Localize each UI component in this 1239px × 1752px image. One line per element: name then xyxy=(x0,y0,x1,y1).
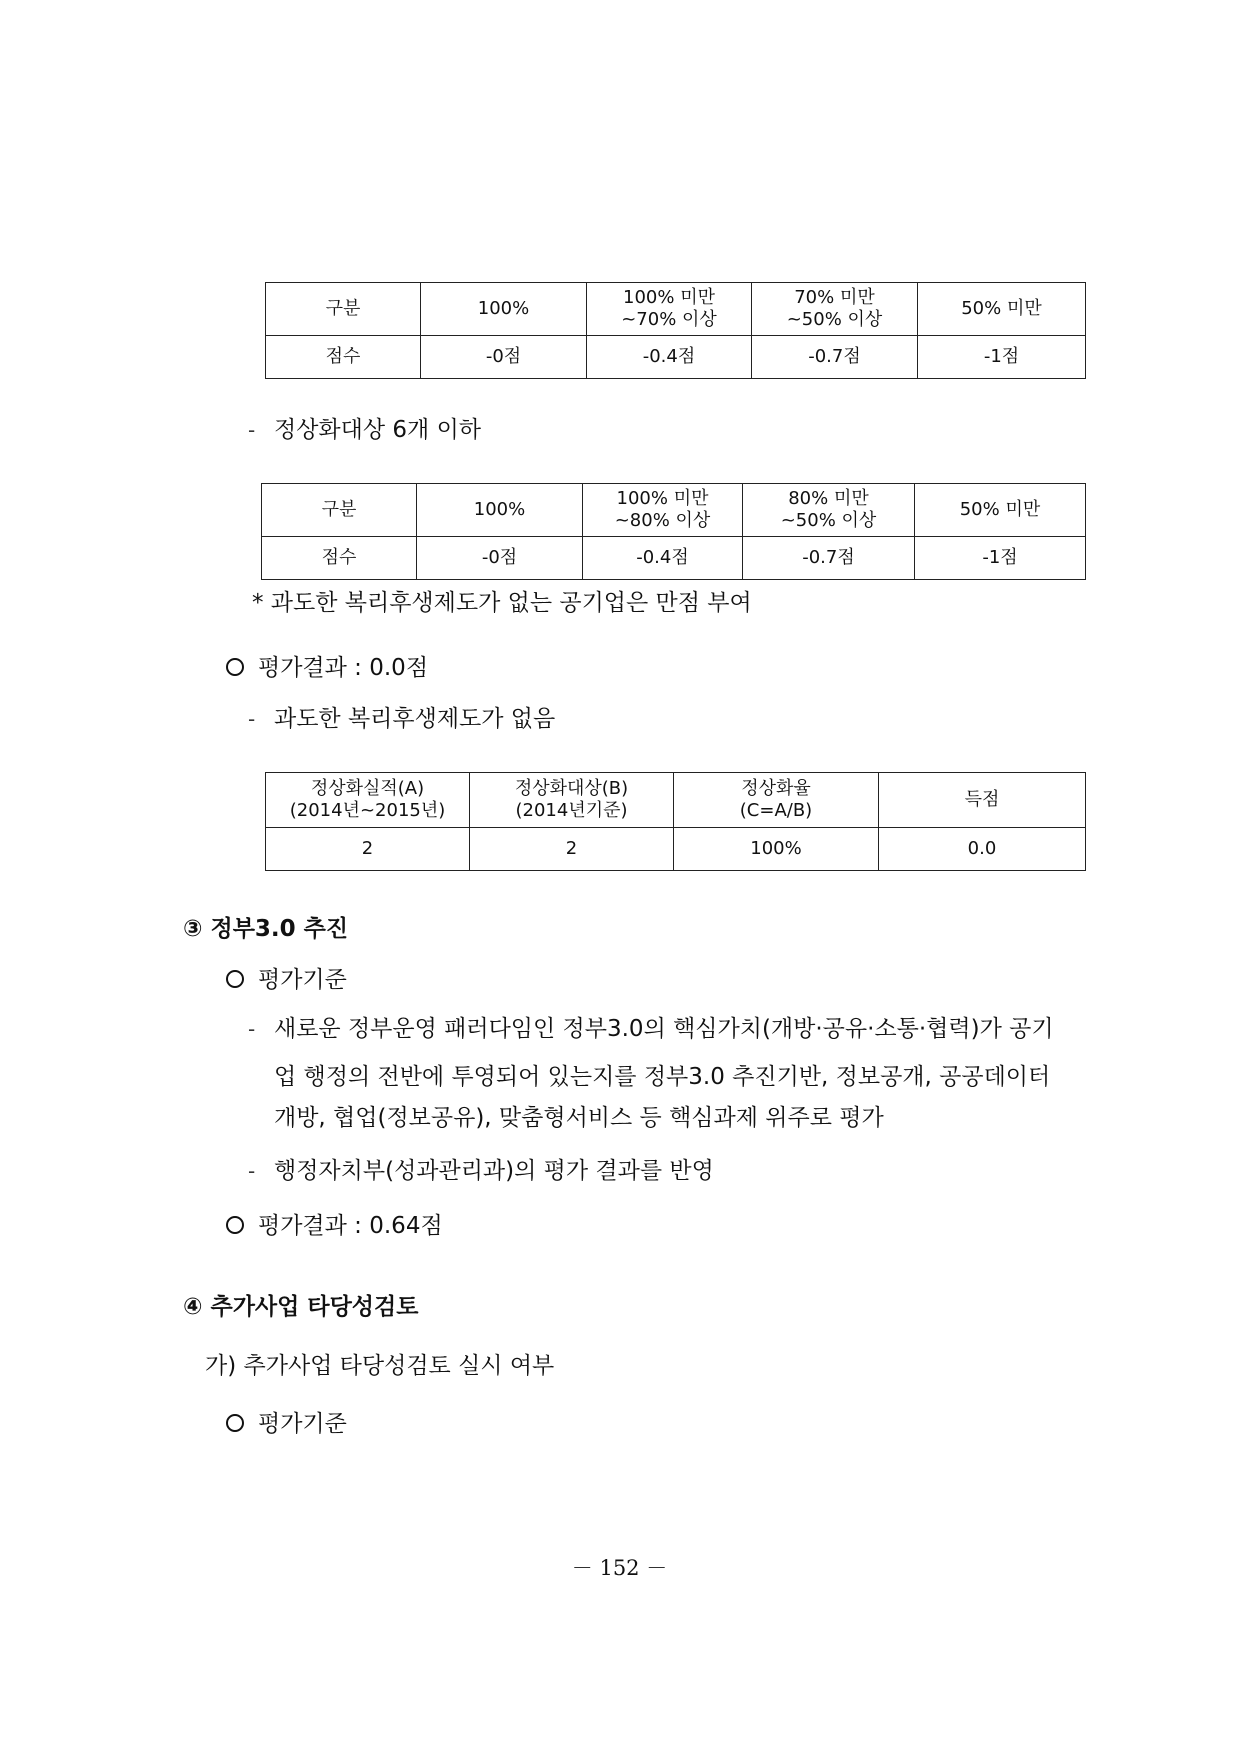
full-score-note: * 과도한 복리후생제도가 없는 공기업은 만점 부여 xyxy=(252,590,752,616)
table-cell: -0점 xyxy=(421,336,587,379)
dash-bullet-icon: - xyxy=(248,418,256,442)
dash-bullet-icon: - xyxy=(248,1159,256,1183)
table-cell: 정상화대상(B) (2014년기준) xyxy=(470,773,674,828)
table-cell: 100% xyxy=(674,828,879,871)
section-3-bullet-2: - 행정자치부(성과관리과)의 평가 결과를 반영 xyxy=(248,1155,714,1187)
table-cell: 50% 미만 xyxy=(915,484,1086,537)
table-cell: 80% 미만 ~50% 이상 xyxy=(743,484,915,537)
table-cell: 70% 미만 ~50% 이상 xyxy=(752,283,918,336)
table-row xyxy=(262,484,1086,537)
table-cell: 구분 xyxy=(266,283,421,336)
table-cell: 50% 미만 xyxy=(918,283,1086,336)
circle-bullet-icon xyxy=(226,1216,244,1234)
dash-bullet-icon: - xyxy=(248,707,256,731)
table-cell: 정상화실적(A) (2014년~2015년) xyxy=(266,773,470,828)
table-cell: 점수 xyxy=(266,336,421,379)
circle-bullet-icon xyxy=(226,970,244,988)
table-row xyxy=(266,336,1086,379)
table-cell: 100% 미만 ~80% 이상 xyxy=(583,484,743,537)
result-detail-line: - 과도한 복리후생제도가 없음 xyxy=(248,703,555,735)
table-cell: -0점 xyxy=(417,537,583,580)
table-cell: -1점 xyxy=(918,336,1086,379)
section-4-title: ④ 추가사업 타당성검토 xyxy=(183,1294,419,1320)
table-row xyxy=(266,773,1086,828)
table-cell: -0.4점 xyxy=(583,537,743,580)
table-cell: 100% xyxy=(421,283,587,336)
score-table-2 xyxy=(261,483,1086,580)
circle-bullet-icon xyxy=(226,1414,244,1432)
section-3-result: 평가결과 : 0.64점 xyxy=(226,1210,443,1242)
circle-bullet-icon xyxy=(226,658,244,676)
table-row xyxy=(262,537,1086,580)
table-cell: -0.4점 xyxy=(587,336,752,379)
subsection-line: - 정상화대상 6개 이하 xyxy=(248,414,481,446)
section-3-title: ③ 정부3.0 추진 xyxy=(183,916,349,942)
table-cell: 2 xyxy=(266,828,470,871)
table-cell: 구분 xyxy=(262,484,417,537)
section-3-bullet-1: - 새로운 정부운영 패러다임인 정부3.0의 핵심가치(개방·공유·소통·협력)가 공기 xyxy=(248,1013,1054,1045)
table-cell: 정상화율 (C=A/B) xyxy=(674,773,879,828)
table-cell: -0.7점 xyxy=(752,336,918,379)
table-cell: 100% xyxy=(417,484,583,537)
table-cell: -1점 xyxy=(915,537,1086,580)
page-number: － 152 － xyxy=(571,1556,668,1580)
table-cell: 점수 xyxy=(262,537,417,580)
table-cell: 2 xyxy=(470,828,674,871)
section-3-bullet-1-line-3: 개방, 협업(정보공유), 맞춤형서비스 등 핵심과제 위주로 평가 xyxy=(274,1105,884,1131)
result-line-1: 평가결과 : 0.0점 xyxy=(226,652,428,684)
normalization-table xyxy=(265,772,1086,871)
section-4-criteria: 평가기준 xyxy=(226,1408,347,1440)
score-table-1 xyxy=(265,282,1086,379)
table-cell: -0.7점 xyxy=(743,537,915,580)
table-cell: 100% 미만 ~70% 이상 xyxy=(587,283,752,336)
dash-bullet-icon: - xyxy=(248,1017,256,1041)
section-3-bullet-1-line-2: 업 행정의 전반에 투영되어 있는지를 정부3.0 추진기반, 정보공개, 공공데이터 xyxy=(274,1064,1051,1090)
table-row xyxy=(266,283,1086,336)
section-4-subheading: 가) 추가사업 타당성검토 실시 여부 xyxy=(205,1353,555,1379)
table-cell: 득점 xyxy=(879,773,1086,828)
table-row xyxy=(266,828,1086,871)
section-3-criteria: 평가기준 xyxy=(226,964,347,996)
table-cell: 0.0 xyxy=(879,828,1086,871)
